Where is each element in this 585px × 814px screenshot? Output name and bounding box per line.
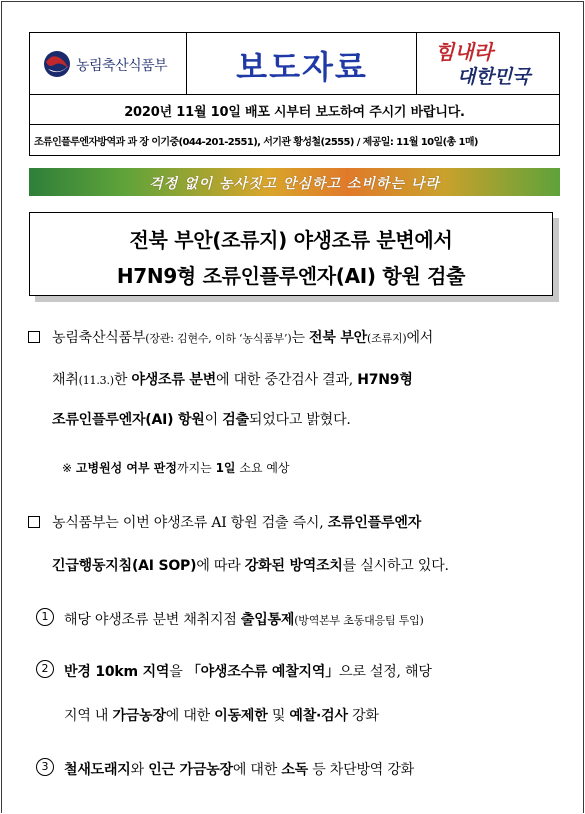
note-line	[62, 459, 290, 476]
text-bold: 가금농장	[112, 708, 166, 724]
text-bold: 예찰·검사	[289, 708, 348, 724]
item-number: 3	[36, 758, 54, 776]
text-bold: 소독	[281, 762, 308, 778]
text-bold: 철새도래지	[64, 762, 131, 778]
slogan-line1: 힘내라	[435, 40, 493, 64]
text-bold: 「야생조수류 예찰지역」	[186, 664, 340, 680]
text: 를 실시하고 있다.	[342, 558, 449, 574]
para2-line1	[52, 512, 421, 532]
text-bold: 조류인플루엔자	[327, 515, 422, 531]
text: 농식품부는 이번 야생조류 AI 항원 검출 즉시,	[52, 515, 328, 531]
text-bold: 출입통제	[240, 612, 295, 628]
para2-line2	[52, 555, 449, 575]
text: 으로 설정, 해당	[339, 664, 432, 680]
item-number: 2	[36, 660, 54, 678]
text-bold: 1일	[215, 461, 236, 475]
item2-line1	[64, 661, 432, 681]
text: (방역본부 초동대응팀 투입)	[294, 614, 424, 627]
text: (11.3.)	[78, 374, 114, 387]
note-mark: ※	[62, 461, 73, 475]
headline-line1: 전북 부안(조류지) 야생조류 분변에서	[129, 228, 453, 252]
slogan-cell	[417, 33, 559, 94]
text: 한	[113, 372, 132, 388]
para1-line3	[52, 409, 351, 429]
text-bold: 검출	[222, 412, 249, 428]
text-bold: 반경 10km 지역	[64, 664, 170, 680]
slogan-calligraphy	[427, 37, 553, 91]
ministry-logo-cell	[30, 33, 187, 94]
text: 및	[267, 708, 290, 724]
text: 소요 예상	[235, 461, 290, 475]
text: 에서	[406, 330, 434, 346]
doc-title: 보도자료	[236, 48, 368, 86]
press-release-page	[1, 1, 584, 813]
text-bold: 인근 가금농장	[148, 762, 233, 778]
text-bold: 고병원성 여부 판정	[75, 461, 177, 475]
item3-line	[64, 759, 414, 779]
embargo-notice: 2020년 11월 10일 배포 시부터 보도하여 주시기 바랍니다.	[124, 105, 465, 120]
doc-title-cell	[187, 33, 417, 94]
text: 는	[291, 330, 310, 346]
text-bold: 이동제한	[214, 708, 268, 724]
embargo-row	[30, 95, 559, 125]
text: 강화	[347, 708, 379, 724]
text: 채취	[52, 372, 79, 388]
slogan-line2: 대한민국	[457, 66, 531, 88]
text-bold: 긴급행동지침(AI SOP)	[52, 558, 197, 574]
bullet-square	[28, 331, 40, 343]
para1-line2	[52, 369, 413, 389]
text: 농림축산식품부	[52, 330, 146, 346]
text: 지역 내	[64, 708, 113, 724]
text: 까지는	[176, 461, 216, 475]
ministry-emblem-icon	[42, 49, 72, 79]
ministry-name: 농림축산식품부	[76, 58, 168, 74]
text: 에 대한 중간검사 결과,	[216, 372, 358, 388]
contact-info: 조류인플루엔자방역과 과 장 이기중(044-201-2551), 서기관 황성철(2555) / 제공일: 11월 10일(총 1매)	[34, 137, 478, 148]
bullet-square	[28, 516, 40, 528]
text-bold: H7N9형	[357, 372, 413, 388]
text: (장관: 김현수, 이하 ‘농식품부’)	[145, 332, 292, 345]
text-bold: 야생조류 분변	[131, 372, 217, 388]
banner-text: 걱정 없이 농사짓고 안심하고 소비하는 나라	[149, 176, 440, 192]
header-top-row	[30, 33, 559, 95]
text: 와	[130, 762, 149, 778]
text-bold: 조류인플루엔자(AI) 항원	[52, 412, 205, 428]
text: 해당 야생조류 분변 채취지점	[64, 612, 241, 628]
text: 을	[169, 664, 187, 680]
headline-line2: H7N9형 조류인플루엔자(AI) 항원 검출	[116, 264, 466, 288]
headline-box	[29, 212, 553, 296]
text: 등 차단방역 강화	[307, 762, 414, 778]
slogan-banner	[29, 168, 560, 196]
text-bold: 강화된 방역조치	[244, 558, 343, 574]
item2-line2	[64, 705, 379, 725]
text: 에 대한	[165, 708, 215, 724]
text: 에 따라	[196, 558, 245, 574]
text: (조류지)	[367, 332, 407, 345]
contact-row	[30, 125, 559, 155]
text: 되었다고 밝혔다.	[248, 412, 351, 428]
header-table	[29, 32, 560, 156]
para1-line1	[52, 327, 433, 347]
item-number: 1	[36, 608, 54, 626]
text-bold: 전북 부안	[309, 330, 367, 346]
item1-line	[64, 609, 424, 629]
text: 에 대한	[232, 762, 282, 778]
text: 이	[204, 412, 223, 428]
